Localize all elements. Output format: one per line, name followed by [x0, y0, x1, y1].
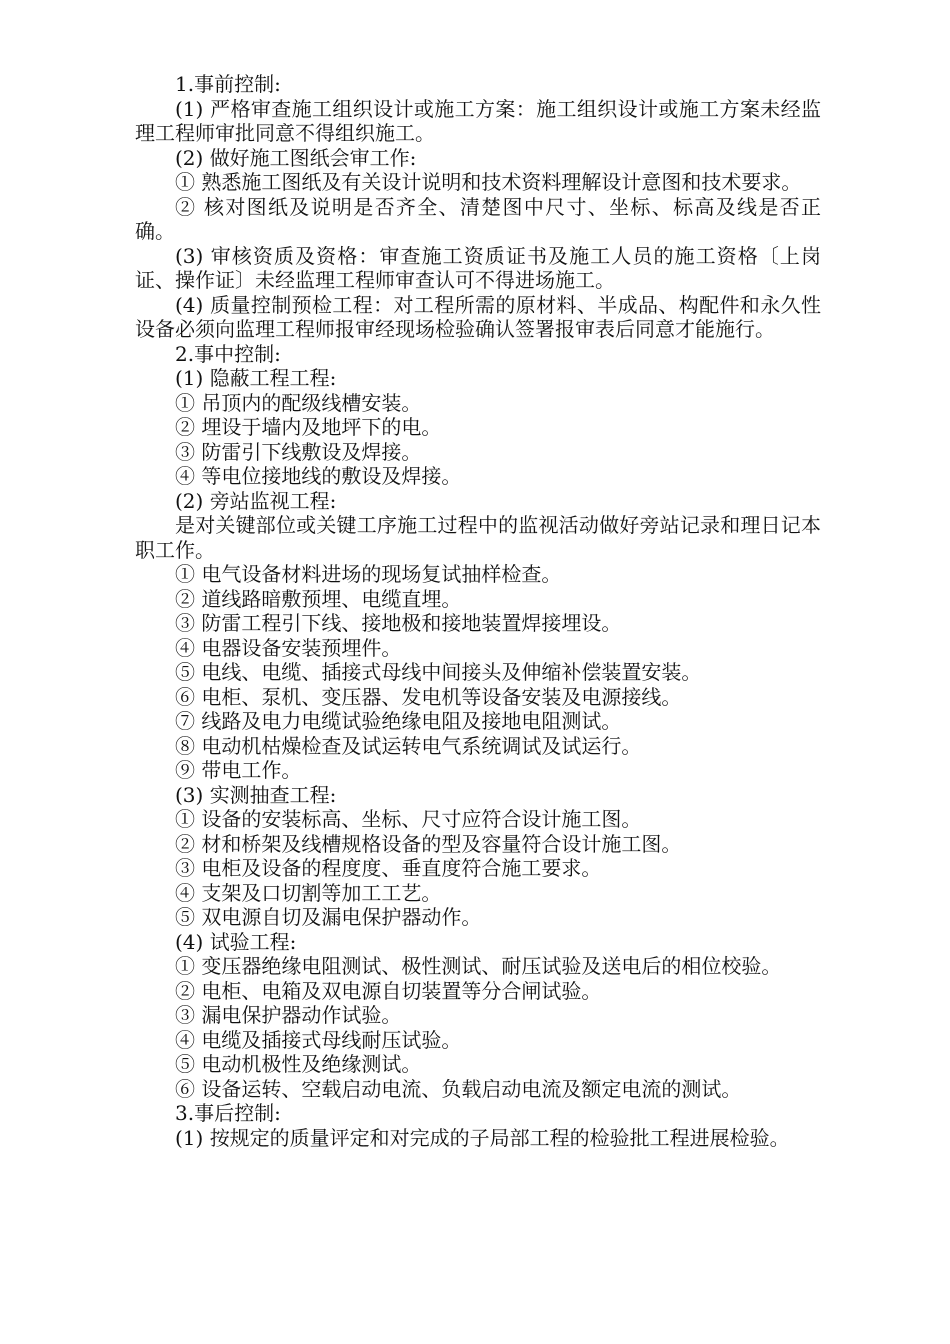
- paragraph-final-inspection: (1) 按规定的质量评定和对完成的子局部工程的检验批工程进展检验。: [175, 1125, 790, 1150]
- paragraph-supervision-desc: 是对关键部位或关键工序施工过程中的监视活动做好旁站记录和理日记本职工作。: [135, 513, 821, 562]
- list-item: ① 电气设备材料进场的现场复试抽样检查。: [175, 562, 562, 586]
- paragraph-drawing-review: (2) 做好施工图纸会审工作:: [175, 145, 417, 170]
- list-item: ③ 漏电保护器动作试验。: [175, 1003, 402, 1027]
- list-item: ③ 电柜及设备的程度度、垂直度符合施工要求。: [175, 856, 602, 880]
- section-heading-post-control: 3.事后控制:: [175, 1101, 281, 1125]
- section-heading-pre-control: 1.事前控制:: [175, 72, 281, 96]
- paragraph-spot-check: (3) 实测抽查工程:: [175, 782, 337, 807]
- list-item: ② 电柜、电箱及双电源自切装置等分合闸试验。: [175, 978, 602, 1003]
- list-item: ① 设备的安装标高、坐标、尺寸应符合设计施工图。: [175, 807, 642, 831]
- paragraph-design-review: (1) 严格审查施工组织设计或施工方案：施工组织设计或施工方案未经监理工程师审批同意不得组织施工。: [135, 96, 821, 145]
- list-item: ① 吊顶内的配级线槽安装。: [175, 390, 422, 415]
- section-heading-in-process-control: 2.事中控制:: [175, 341, 281, 366]
- list-item: ① 变压器绝缘电阻测试、极性测试、耐压试验及送电后的相位校验。: [175, 954, 782, 978]
- list-item: ⑥ 电柜、泵机、变压器、发电机等设备安装及电源接线。: [175, 684, 682, 709]
- list-item: ⑤ 双电源自切及漏电保护器动作。: [175, 905, 482, 929]
- list-item: ① 熟悉施工图纸及有关设计说明和技术资料理解设计意图和技术要求。: [175, 170, 802, 194]
- list-item: ⑧ 电动机枯燥检查及试运转电气系统调试及试运行。: [175, 733, 642, 758]
- list-item: ② 道线路暗敷预埋、电缆直埋。: [175, 586, 462, 611]
- list-item: ⑤ 电线、电缆、插接式母线中间接头及伸缩补偿装置安装。: [175, 660, 702, 684]
- list-item: ④ 电缆及插接式母线耐压试验。: [175, 1027, 462, 1052]
- list-item: ③ 防雷引下线敷设及焊接。: [175, 439, 422, 464]
- list-item: ⑨ 带电工作。: [175, 758, 302, 782]
- list-item: ⑥ 设备运转、空载启动电流、负载启动电流及额定电流的测试。: [175, 1076, 742, 1101]
- paragraph-concealed-works: (1) 隐蔽工程工程:: [175, 366, 337, 390]
- paragraph-qualification: (3) 审核资质及资格：审查施工资质证书及施工人员的施工资格〔上岗证、操作证〕未经监理工程师审查认可不得进场施工。: [135, 243, 821, 292]
- document-page: [135, 72, 821, 1150]
- list-item: ⑤ 电动机极性及绝缘测试。: [175, 1052, 422, 1076]
- list-item: ② 埋设于墙内及地坪下的电。: [175, 415, 442, 439]
- paragraph-tests: (4) 试验工程:: [175, 929, 297, 954]
- list-item: ⑦ 线路及电力电缆试验绝缘电阻及接地电阻测试。: [175, 709, 622, 733]
- list-item: ② 材和桥架及线槽规格设备的型及容量符合设计施工图。: [175, 831, 682, 856]
- list-item: ④ 支架及口切割等加工工艺。: [175, 880, 442, 905]
- list-item: ② 核对图纸及说明是否齐全、清楚图中尺寸、坐标、标高及线是否正确。: [135, 194, 821, 243]
- list-item: ③ 防雷工程引下线、接地极和接地装置焊接埋设。: [175, 611, 622, 635]
- paragraph-precheck: (4) 质量控制预检工程：对工程所需的原材料、半成品、构配件和永久性设备必须向监理工程师报审经现场检验确认签署报审表后同意才能施行。: [135, 292, 821, 341]
- list-item: ④ 等电位接地线的敷设及焊接。: [175, 464, 462, 488]
- paragraph-supervision: (2) 旁站监视工程:: [175, 488, 337, 513]
- list-item: ④ 电器设备安装预埋件。: [175, 635, 402, 660]
